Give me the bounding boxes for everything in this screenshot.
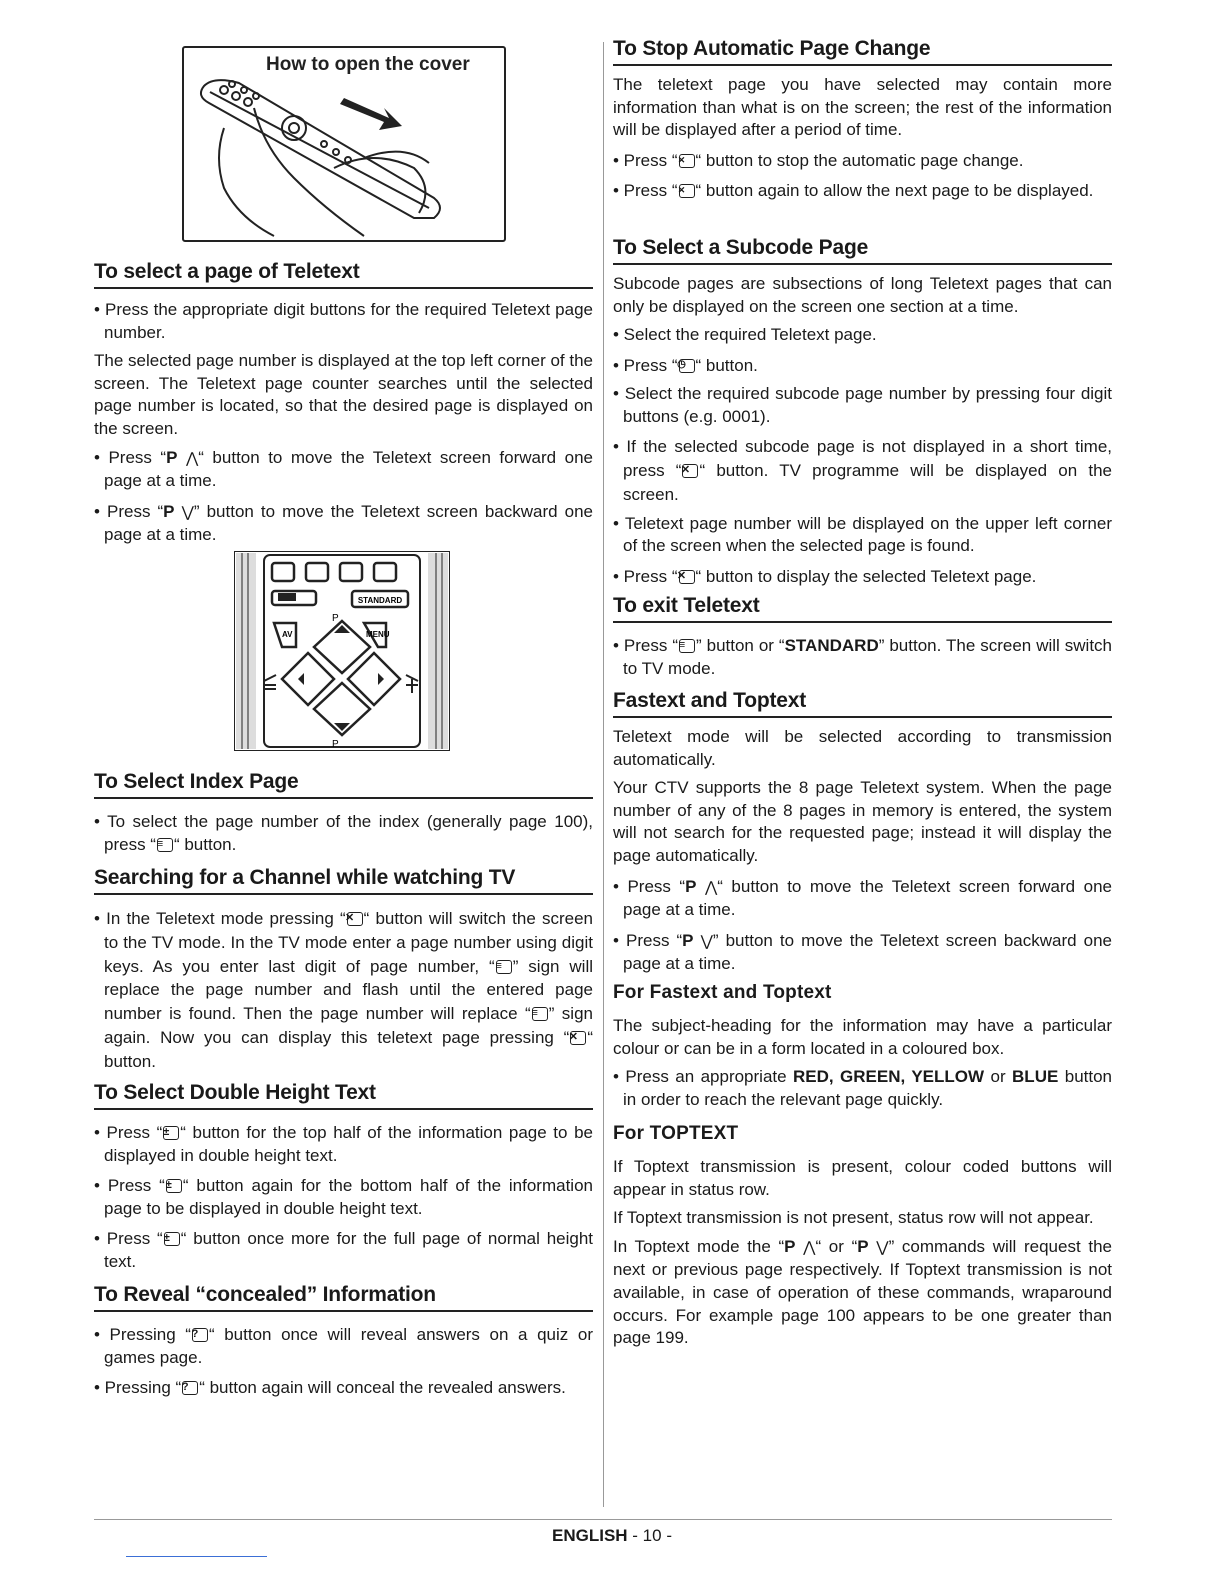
section-subcode [613,235,1112,588]
bullet-stop: • Press “✕ “ button to stop the automatic page change. [613,150,1112,173]
bullet-select-page: • Select the required Teletext page. [613,325,877,345]
reveal-button-icon [192,1328,208,1342]
remote-label-p-down: P [332,739,339,750]
remote-label-menu: MENU [366,630,390,639]
section-title: Fastext and Toptext [613,688,1112,718]
bullet-colour-buttons: • Press an appropriate RED, GREEN, YELLOW or BLUE button in order to reach the relevant page quickly. [613,1067,1112,1109]
bullet-double-top: • Press “± “ button for the top half of the information page to be displayed in double height text. [94,1122,593,1167]
bullet-double-bottom: • Press “± “ button again for the bottom half of the information page to be displayed in double height text. [94,1175,593,1220]
cancel-button-icon [347,912,363,926]
footer-language: ENGLISH [552,1526,628,1545]
section-title: Searching for a Channel while watching TV [94,865,593,895]
section-index-page [94,769,593,856]
index-button-icon [157,838,173,852]
teletext-button-icon [679,639,695,653]
bullet-subcode-found: • Teletext page number will be displayed on the upper left corner of the screen when the selected page is found. [613,513,1112,556]
section-reveal [94,1282,593,1400]
section-select-page [94,259,593,547]
caret-up-icon: ⋀ [803,1238,816,1256]
section-title: For TOPTEXT [613,1123,739,1144]
remote-label-p-up: P [332,613,339,624]
caret-down-icon: ⋁ [876,1238,889,1256]
paragraph-subject-heading: The subject-heading for the information may have a particular colour or can be in a form located in a coloured box. [613,1016,1112,1058]
cancel-button-icon [682,464,698,478]
paragraph-fastext-ctv: Your CTV supports the 8 page Teletext system. When the page number of any of the 8 pages in memory is entered, the system will not search for the requested page; instead it will display the page automatically. [613,778,1112,865]
paragraph-toptext-present: If Toptext transmission is present, colour coded buttons will appear in status row. [613,1157,1112,1199]
footer-page-number: - 10 - [627,1526,672,1545]
caret-up-icon: ⋀ [704,878,718,896]
section-title: To select a page of Teletext [94,259,593,289]
paragraph-subcode-info: Subcode pages are subsections of long Teletext pages that can only be displayed on the screen one section at a time. [613,274,1112,316]
bullet-conceal: • Pressing “? “ button again will conceal the revealed answers. [94,1377,593,1400]
page-footer [0,1526,1224,1546]
section-toptext [613,1122,1112,1350]
column-divider [603,42,604,1507]
section-title: To Select a Subcode Page [613,235,1112,265]
bullet-digit-buttons: • Press the appropriate digit buttons for the required Teletext page number. [94,300,593,342]
caret-down-icon: ⋁ [700,932,713,950]
section-title: To exit Teletext [613,593,1112,623]
footer-rule [94,1519,1112,1520]
bullet-fastext-forward: • Press “P ⋀“ button to move the Teletext screen forward one page at a time. [613,876,1112,920]
bullet-subcode-display: • Press “✕ “ button to display the selected Teletext page. [613,566,1112,589]
size-button-icon [164,1232,180,1246]
cover-figure-caption: How to open the cover [266,54,470,75]
size-button-icon [163,1126,179,1140]
section-title: To Stop Automatic Page Change [613,36,1112,66]
section-title: To Select Index Page [94,769,593,799]
paragraph-page-counter: The selected page number is displayed at the top left corner of the screen. The Teletext page counter searches until the selected page number is located, so that the desired page is displayed on the screen. [94,351,593,438]
cancel-button-icon [679,570,695,584]
section-title: To Select Double Height Text [94,1080,593,1110]
bullet-page-backward: • Press “P ⋁” button to move the Teletext screen backward one page at a time. [94,501,593,545]
bullet-double-normal: • Press “± “ button once more for the full page of normal height text. [94,1228,593,1273]
caret-down-icon: ⋁ [181,503,194,521]
remote-label-av: AV [282,630,293,639]
hold-button-icon [679,154,695,168]
cancel-button-icon [570,1031,586,1045]
paragraph-toptext-absent: If Toptext transmission is not present, status row will not appear. [613,1208,1094,1228]
bullet-subcode-button: • Press “◷ “ button. [613,355,1112,378]
hold-button-icon [679,184,695,198]
paragraph-fastext-auto: Teletext mode will be selected according to transmission automatically. [613,727,1112,769]
remote-buttons-illustration [234,551,450,751]
bullet-search: • In the Teletext mode pressing “✕ “ button will switch the screen to the TV mode. In the TV mode enter a page number using digit keys. As you enter last digit of page number, “≡ ” sign will replace the page number and flash until the entered page number is found. Then the page number will replace “≡ ” sign again. Now you can display this teletext page pressing “✕ “ button. [94,907,593,1074]
corner-link-line [126,1556,267,1557]
section-for-fastext [613,981,1112,1111]
bullet-subcode-timeout: • If the selected subcode page is not displayed in a short time, press “✕ “ button. TV programme will be displayed on the screen. [613,435,1112,507]
teletext-button-icon [532,1007,548,1021]
paragraph-stop-info: The teletext page you have selected may contain more information than what is on the screen; the rest of the information will be displayed after a period of time. [613,75,1112,140]
section-exit [613,593,1112,680]
bullet-subcode-digits: • Select the required subcode page number by pressing four digit buttons (e.g. 0001). [613,384,1112,426]
section-title: To Reveal “concealed” Information [94,1282,593,1312]
caret-up-icon: ⋀ [185,449,199,467]
paragraph-toptext-mode: In Toptext mode the “P ⋀“ or “P ⋁” commands will request the next or previous page respectively. If Toptext transmission is not available, in case of operation of these commands, wraparound occurs. For example page 100 appears to be one greater than page 199. [613,1236,1112,1348]
section-title: For Fastext and Toptext [613,982,832,1003]
bullet-index: • To select the page number of the index (generally page 100), press “≡ “ button. [94,811,593,856]
bullet-resume: • Press “✕ “ button again to allow the next page to be displayed. [613,180,1112,203]
cover-figure [182,46,506,242]
section-stop-auto [613,36,1112,203]
section-double-height [94,1080,593,1274]
section-search-channel [94,865,593,1074]
bullet-page-forward: • Press “P ⋀“ button to move the Teletext screen forward one page at a time. [94,447,593,491]
remote-label-standard: STANDARD [357,596,403,605]
teletext-button-icon [496,960,512,974]
reveal-button-icon [182,1381,198,1395]
subcode-button-icon [679,359,695,373]
bullet-fastext-backward: • Press “P ⋁” button to move the Teletext screen backward one page at a time. [613,930,1112,974]
remote-hand-illustration [184,48,504,240]
size-button-icon [166,1179,182,1193]
remote-figure [234,551,450,751]
bullet-reveal: • Pressing “? “ button once will reveal answers on a quiz or games page. [94,1324,593,1369]
bullet-exit: • Press “≡ ” button or “STANDARD” button. The screen will switch to TV mode. [613,635,1112,680]
section-fastext [613,688,1112,976]
